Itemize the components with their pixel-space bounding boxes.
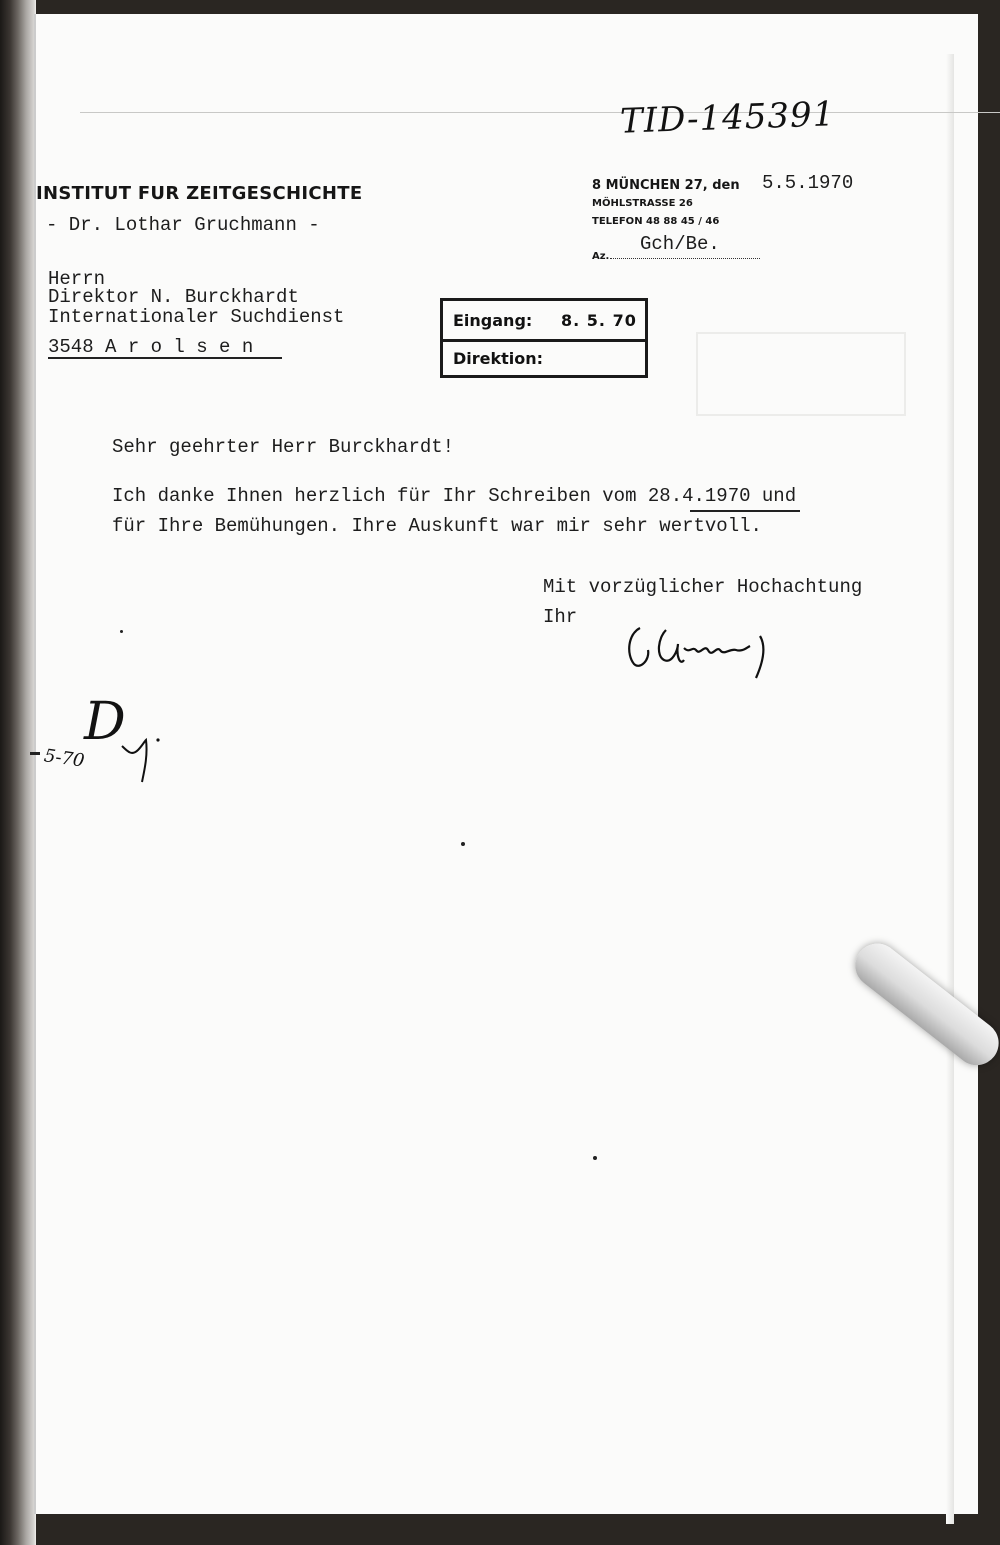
body-line-1: Ich danke Ihnen herzlich für Ihr Schreiben vom 28.4.1970 und	[112, 485, 797, 507]
receipt-stamp	[440, 298, 648, 378]
recipient-salutation: Herrn	[48, 268, 106, 290]
recipient-name: Direktor N. Burckhardt	[48, 286, 299, 308]
letter-page	[34, 14, 978, 1514]
reference-label: Az.	[592, 251, 610, 262]
closing-phrase: Mit vorzüglicher Hochachtung	[543, 576, 863, 598]
margin-note-date: 5-70	[42, 745, 86, 772]
scan-speck	[120, 630, 123, 633]
signature	[620, 620, 780, 680]
reference-code: Gch/Be.	[640, 233, 720, 255]
stamp-row-received	[443, 301, 645, 342]
file-number: TID-145391	[619, 94, 836, 142]
margin-note-initial: D	[84, 692, 126, 752]
stamp-row-directorate	[443, 339, 645, 377]
reference-dotted-line	[610, 258, 760, 259]
stamp-received-label: Eingang:	[453, 311, 533, 330]
scan-speck	[461, 842, 465, 846]
body-line-2: für Ihre Bemühungen. Ihre Auskunft war mir sehr wertvoll.	[112, 515, 762, 537]
institute-name: INSTITUT FUR ZEITGESCHICHTE	[36, 183, 363, 204]
recipient-city: 3548 A r o l s e n	[48, 336, 254, 358]
stamp-received-date: 8. 5. 70	[561, 311, 637, 330]
city-line: 8 MÜNCHEN 27, den	[592, 178, 740, 193]
stamp-directorate-label: Direktion:	[453, 349, 544, 368]
scan-speck	[593, 1156, 597, 1160]
letter-date: 5.5.1970	[762, 172, 854, 194]
street-address: MÖHLSTRASSE 26	[592, 198, 693, 209]
recipient-organization: Internationaler Suchdienst	[48, 306, 345, 328]
margin-note-stroke	[118, 716, 168, 786]
top-rule	[80, 112, 1000, 113]
greeting: Sehr geehrter Herr Burckhardt!	[112, 436, 455, 458]
page-edge	[946, 54, 954, 1524]
date-underline	[690, 510, 800, 512]
recipient-city-underline	[48, 357, 282, 359]
sender-name: - Dr. Lothar Gruchmann -	[46, 214, 320, 236]
binding-shadow	[0, 0, 36, 1545]
phone-number: TELEFON 48 88 45 / 46	[592, 216, 720, 227]
closing-ihr: Ihr	[543, 606, 578, 628]
margin-tick	[30, 752, 40, 755]
bleedthrough-stamp	[696, 332, 906, 416]
